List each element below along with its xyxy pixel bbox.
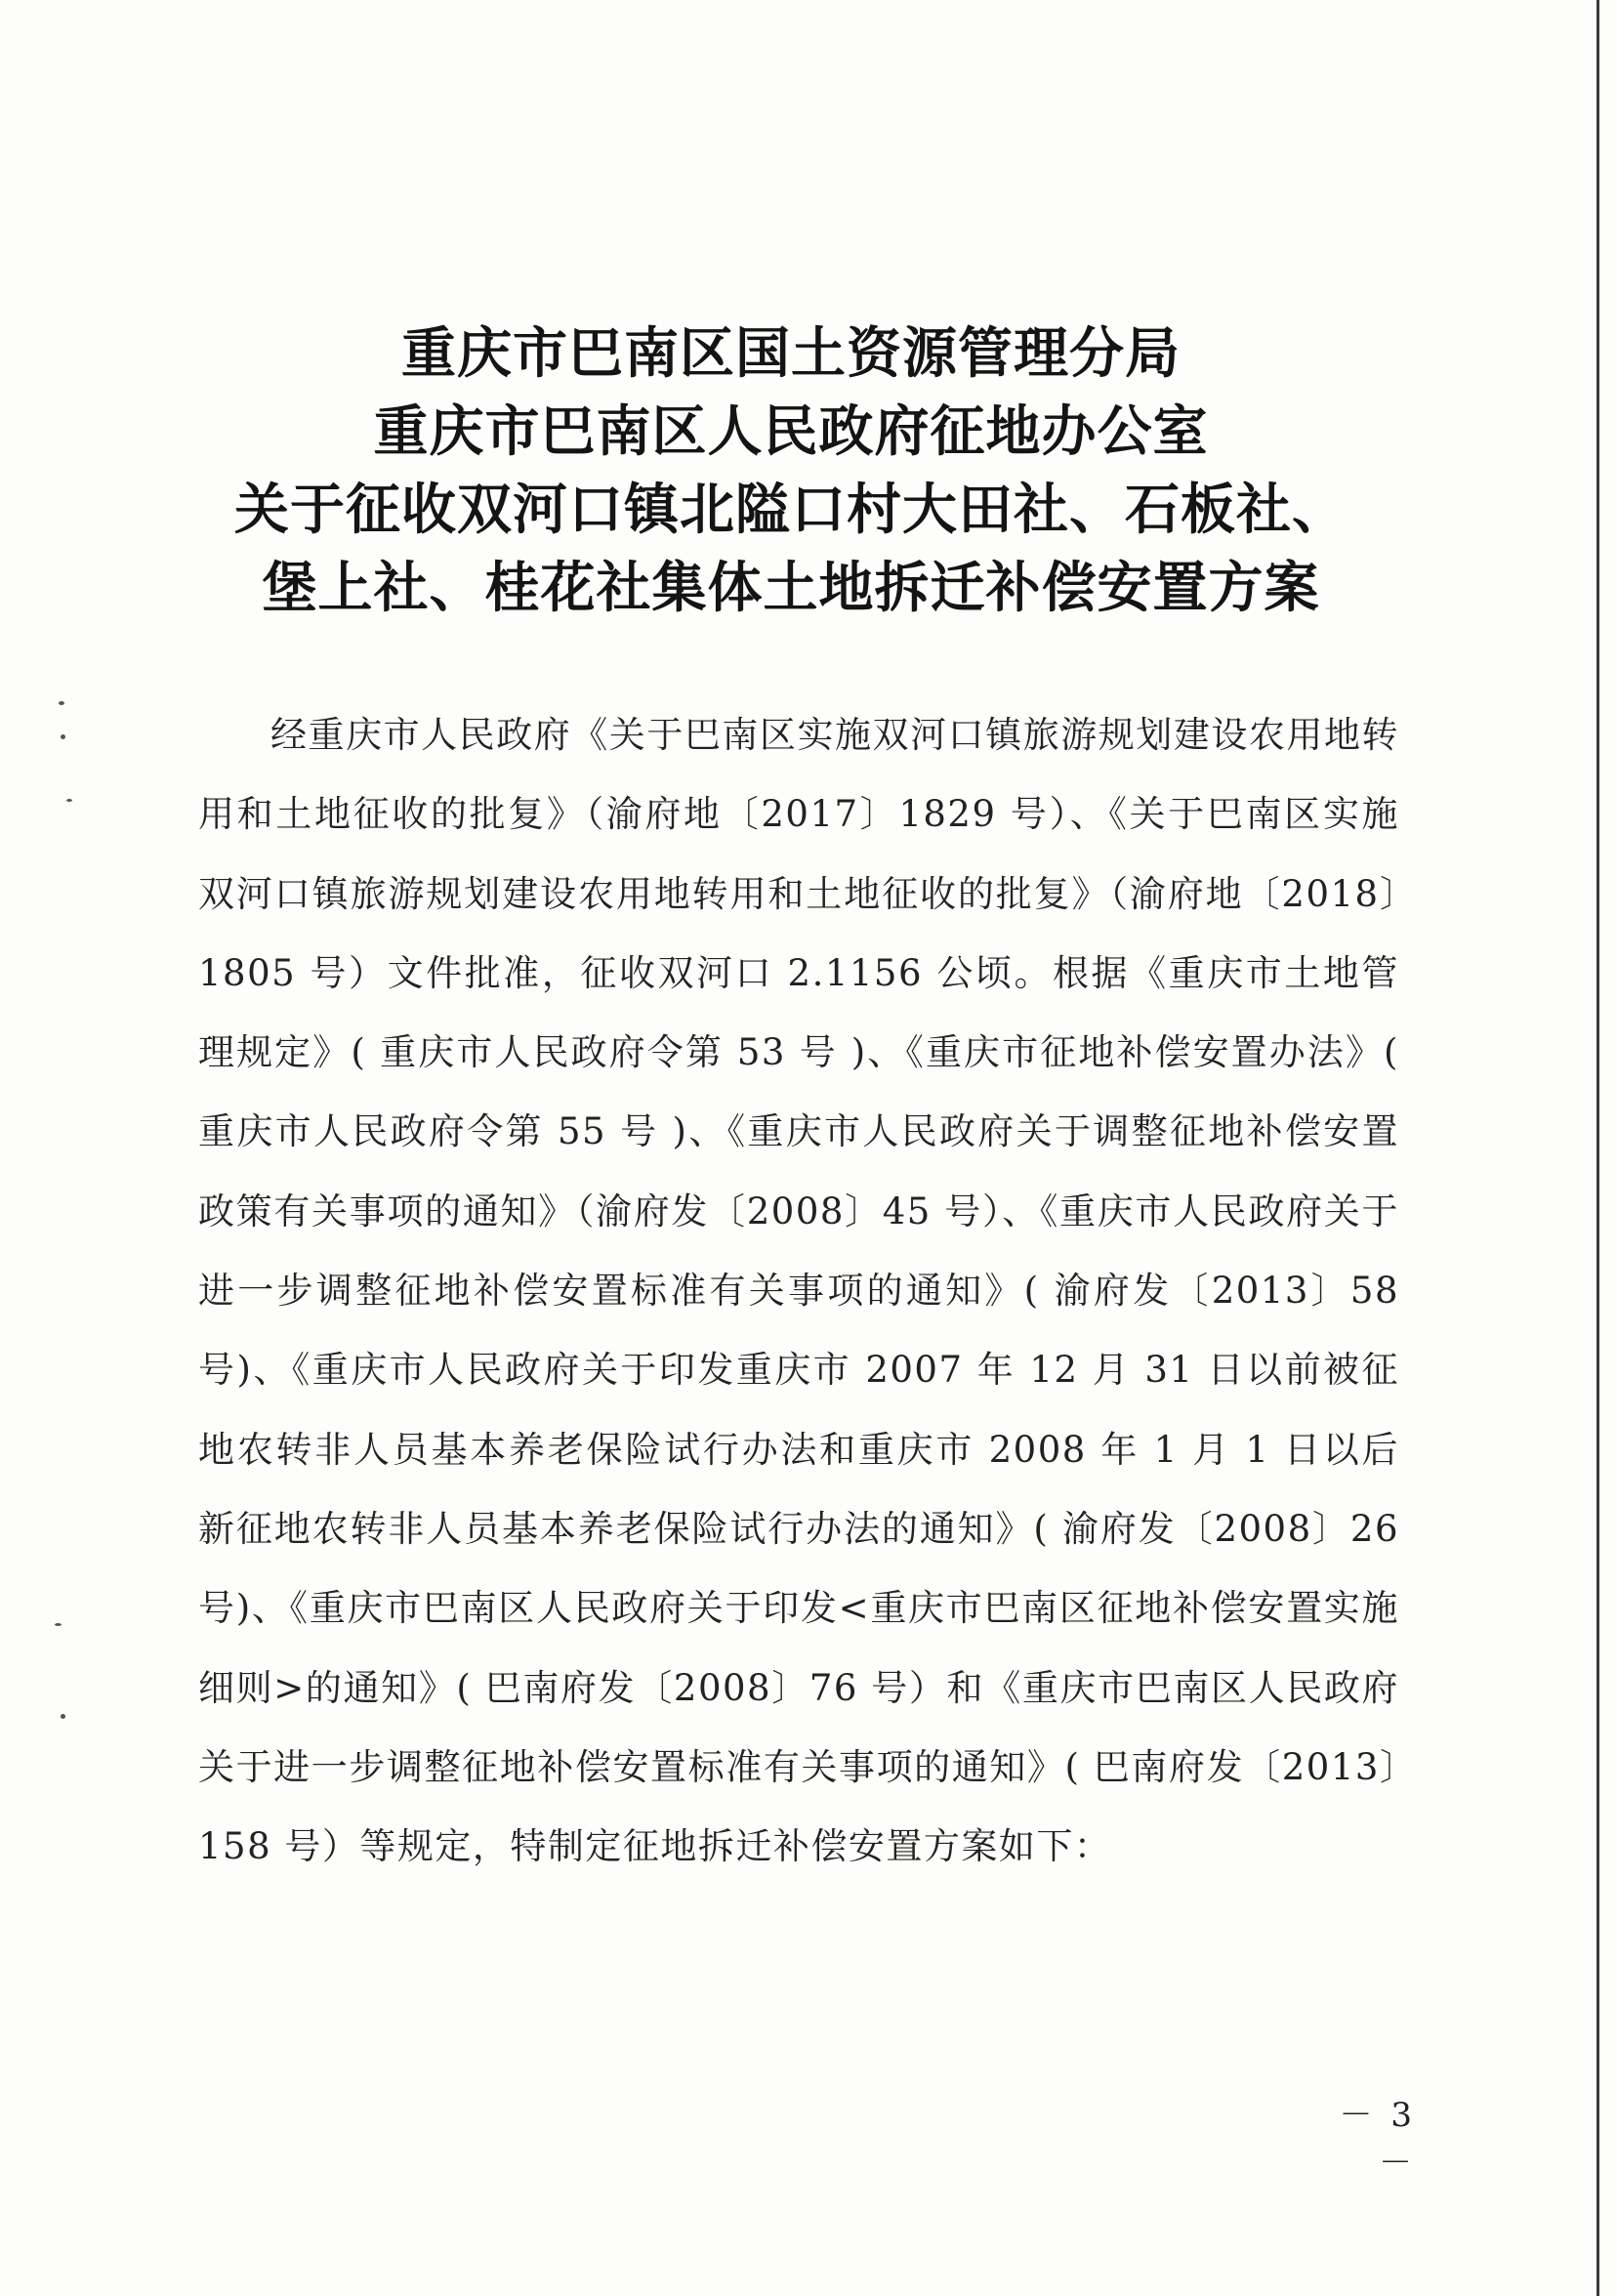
title-line: 重庆市巴南区人民政府征地办公室	[373, 399, 1209, 464]
scan-speck	[59, 701, 64, 705]
scan-speck	[55, 1623, 62, 1626]
scan-edge-line	[1596, 0, 1599, 2296]
scan-speck	[66, 799, 72, 802]
document-title	[146, 314, 1435, 627]
body-paragraph: 经重庆市人民政府《关于巴南区实施双河口镇旅游规划建设农用地转用和土地征收的批复》（渝府地〔2017〕1829 号）、《关于巴南区实施双河口镇旅游规划建设农用地转用和土地征收的批复》（渝府地〔2018〕1805 号）文件批准，征收双河口 2.1156 公顷。根据《重庆市土地管理规定》( 重庆市人民政府令第 53 号 )、《重庆市征地补偿安置办法》( 重庆市人民政府令第 55 号 )、《重庆市人民政府关于调整征地补偿安置政策有关事项的通知》（渝府发〔2008〕45 号）、《重庆市人民政府关于进一步调整征地补偿安置标准有关事项的通知》( 渝府发〔2013〕58 号)、《重庆市人民政府关于印发重庆市 2007 年 12 月 31 日以前被征地农转非人员基本养老保险试行办法和重庆市 2008 年 1 月 1 日以后新征地农转非人员基本养老保险试行办法的通知》( 渝府发〔2008〕26 号)、《重庆市巴南区人民政府关于印发<重庆市巴南区征地补偿安置实施细则>的通知》( 巴南府发〔2008〕76 号）和《重庆市巴南区人民政府关于进一步调整征地补偿安置标准有关事项的通知》( 巴南府发〔2013〕158 号）等规定，特制定征地拆迁补偿安置方案如下：	[198, 714, 1399, 1868]
title-line: 重庆市巴南区国土资源管理分局	[401, 321, 1181, 386]
title-line: 关于征收双河口镇北隘口村大田社、石板社、	[234, 478, 1348, 542]
scan-speck	[61, 734, 65, 739]
page-number: － 3 －	[1339, 2096, 1416, 2183]
scan-speck	[61, 1714, 65, 1719]
title-line: 堡上社、桂花社集体土地拆迁补偿安置方案	[262, 556, 1320, 620]
